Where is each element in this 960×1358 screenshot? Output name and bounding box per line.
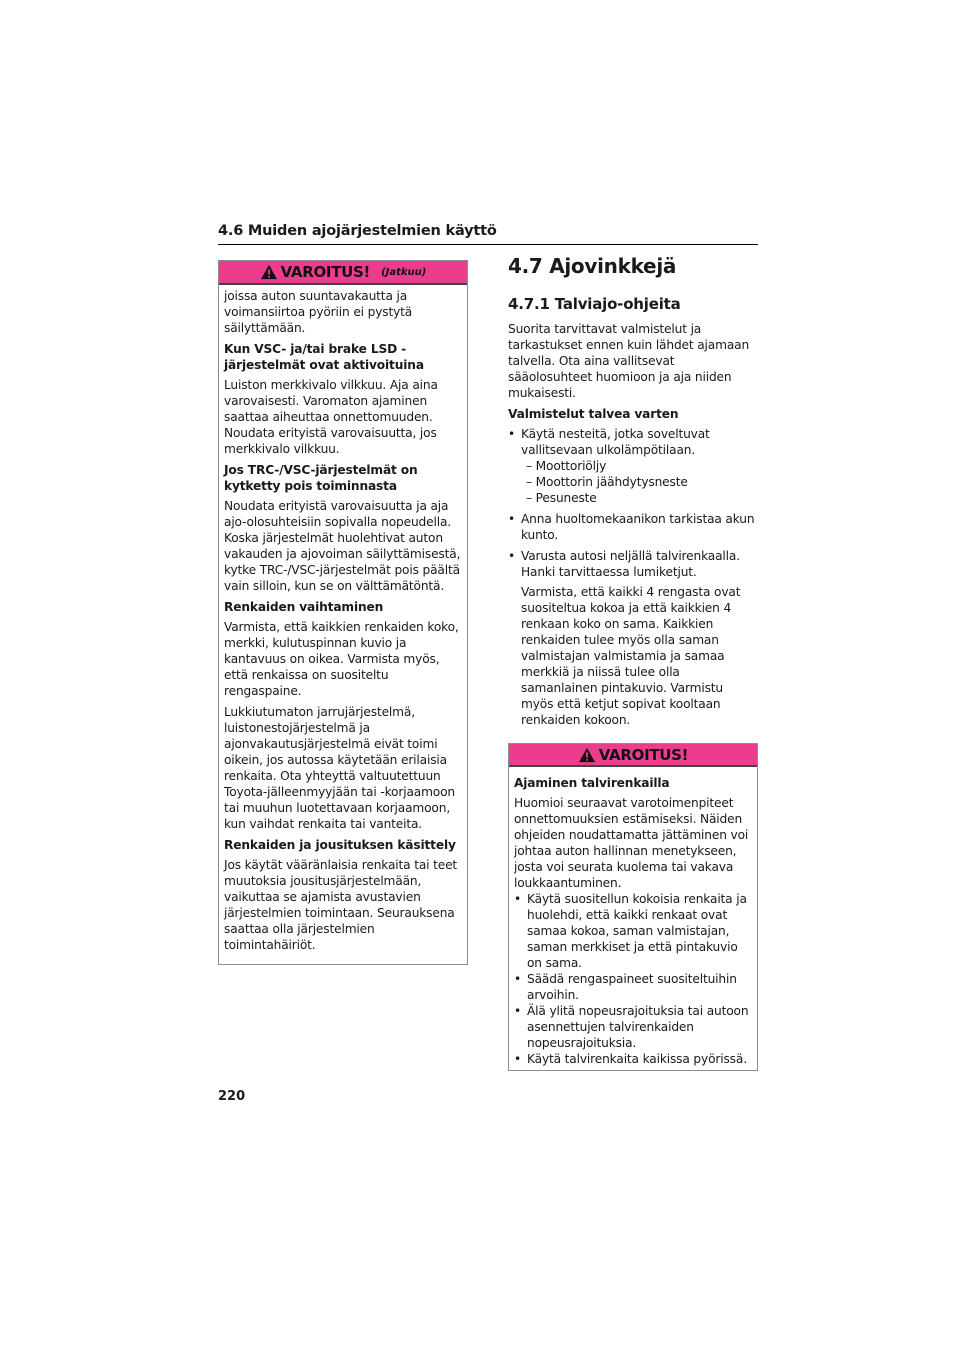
warning-paragraph: joissa auton suuntavakautta ja voimansiirtoa pyöriin ei pystytä säilyttämään. [224,289,413,335]
warning-triangle-icon [578,747,596,763]
warning-subheading: Renkaiden vaihtaminen [224,600,384,614]
list-item [508,426,758,506]
prep-heading: Valmistelut talvea varten [508,407,679,421]
page-header: 4.6 Muiden ajojärjestelmien käyttö [218,223,497,239]
page-number: 220 [218,1089,246,1104]
warning-paragraph: Lukkiutumaton jarrujärjestelmä, luistonestojärjestelmä ja ajonvakautusjärjestelmä eivät toimi oikein, jos autossa käytetään erilaisia renkaita. Ota yhteyttä valtuutettuun Toyota-jälleenmyyjään tai -korjaamoon tai muuhun luotettavaan korjaamoon, kun vaihdat renkaita tai vanteita. [224,705,455,831]
warning-box-winter-tires [508,743,758,1071]
warning-triangle-icon [260,264,278,280]
warning-body [219,285,467,953]
warning-title: VAROITUS! [280,263,371,281]
warning-paragraph: Varmista, että kaikkien renkaiden koko, merkki, kulutuspinnan kuvio ja kantavuus on oikea. Varmista myös, että renkaissa on suositeltu rengaspaine. [224,620,459,698]
right-column [508,254,758,1071]
warning-box-continued [218,260,468,965]
warning-subheading: Renkaiden ja jousituksen käsittely [224,838,456,852]
section-title: 4.7 Ajovinkkejä [508,254,677,278]
intro-paragraph: Suorita tarvittavat valmistelut ja tarkastukset ennen kuin lähdet ajamaan talvella. Ota aina vallitsevat sääolosuhteet huomioon ja aja niiden mukaisesti. [508,322,750,400]
list-item: • Käytä talvirenkaita kaikissa pyörissä. [514,1051,752,1067]
list-item: – Moottorin jäähdytysneste [526,474,758,490]
warning-header [509,744,757,767]
list-item-text: Varusta autosi neljällä talvirenkaalla. Hanki tarvittaessa lumiketjut. [521,549,740,579]
list-item: – Pesuneste [526,490,758,506]
warning-paragraph: Huomioi seuraavat varotoimenpiteet onnettomuuksien estämiseksi. Näiden ohjeiden noudattamatta jättäminen voi johtaa auton hallinnan menetykseen, josta voi seurata kuolema tai vakava loukkaantuminen. [514,796,749,890]
warning-body [509,767,757,1067]
warning-paragraph: Noudata erityistä varovaisuutta ja aja ajo-olosuhteisiin sopivalla nopeudella. Koska järjestelmät huolehtivat auton vakauden ja ajovoiman säilyttämisestä, kytke TRC-/VSC-järjestelmät pois päältä vain silloin, kun se on välttämätöntä. [224,499,461,593]
warning-paragraph: Jos käytät vääränlaisia renkaita tai teet muutoksia jousitusjärjestelmään, vaikuttaa se ajamista avustavien järjestelmien toimintaan. Seurauksena saattaa olla järjestelmien toimintahäiriöt. [224,858,458,952]
prep-list [508,426,758,728]
list-item [508,548,758,728]
fluids-list [521,458,758,506]
warning-list [514,891,752,1067]
list-item: – Moottoriöljy [526,458,758,474]
list-item: • Käytä suositellun kokoisia renkaita ja huolehdi, että kaikki renkaat ovat samaa kokoa, saman valmistajan, saman merkkiset ja että pintakuvio on sama. [514,891,752,971]
list-item-text: Käytä nesteitä, jotka soveltuvat vallitsevaan ulkolämpötilaan. [521,427,710,457]
list-item: • Älä ylitä nopeusrajoituksia tai autoon asennettujen talvirenkaiden nopeusrajoituksia. [514,1003,752,1051]
subsection-title: 4.7.1 Talviajo-ohjeita [508,295,681,313]
list-item: • Anna huoltomekaanikon tarkistaa akun kunto. [508,511,758,543]
warning-subheading: Ajaminen talvirenkailla [514,776,670,790]
warning-subheading: Jos TRC-/VSC-järjestelmät on kytketty pois toiminnasta [224,463,418,493]
list-item: • Säädä rengaspaineet suositeltuihin arvoihin. [514,971,752,1003]
list-item-paragraph: Varmista, että kaikki 4 rengasta ovat suositeltua kokoa ja että kaikkien 4 renkaan koko on sama. Kaikkien renkaiden tulee myös olla saman valmistajan valmistamia ja samaa merkkiä ja niissä tulee olla samanlainen pintakuvio. Varmistu myös että ketjut sopivat kooltaan renkaiden kokoon. [521,585,741,727]
warning-paragraph: Luiston merkkivalo vilkkuu. Aja aina varovaisesti. Varomaton ajaminen saattaa aiheuttaa onnettomuuden. Noudata erityistä varovaisuutta, jos merkkivalo vilkkuu. [224,378,438,456]
warning-title: VAROITUS! [598,745,689,764]
warning-continued-label: (Jatkuu) [381,266,427,278]
header-divider [218,244,758,245]
warning-subheading: Kun VSC- ja/tai brake LSD -järjestelmät ovat aktivoituina [224,342,424,372]
warning-header [219,261,467,285]
